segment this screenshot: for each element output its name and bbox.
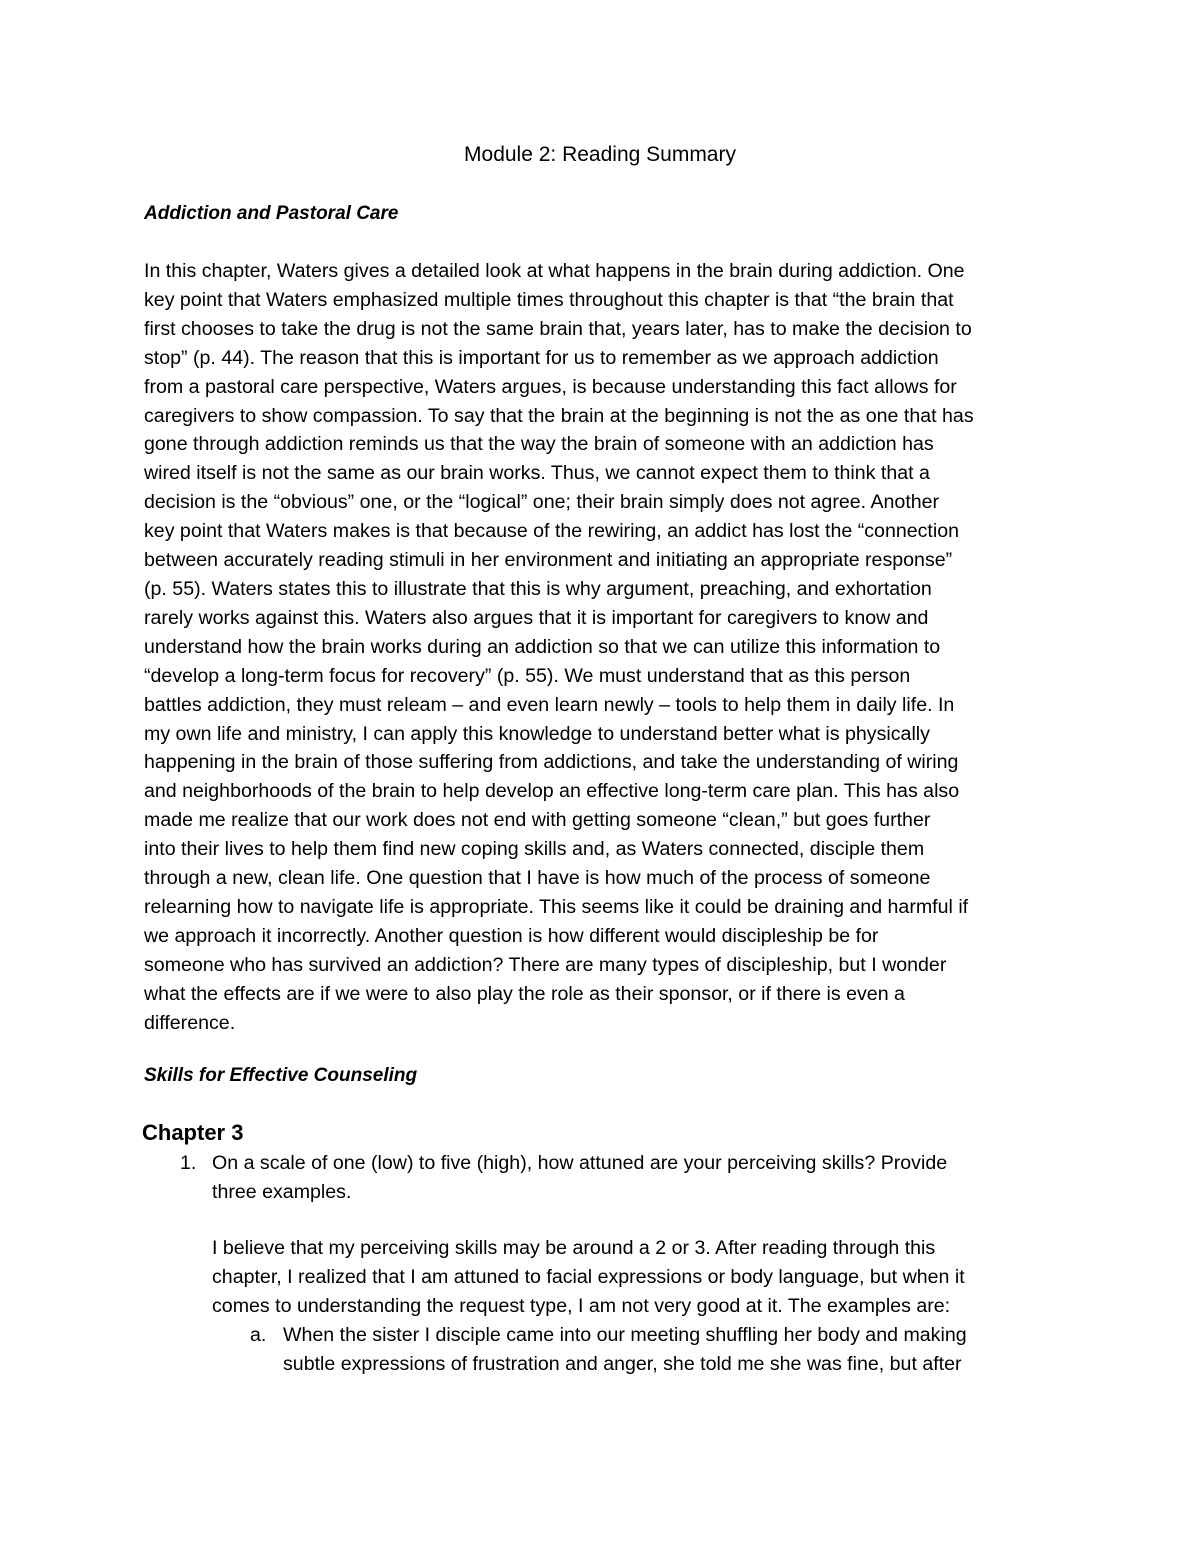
paragraph-line: someone who has survived an addiction? There are many types of discipleship, but I wonder [144, 953, 947, 976]
question-number: 1. [180, 1152, 197, 1174]
answer-paragraph [212, 1234, 1072, 1321]
example-line: When the sister I disciple came into our meeting shuffling her body and making [283, 1324, 967, 1346]
paragraph-line: decision is the “obvious” one, or the “logical” one; their brain simply does not agree. Another [144, 491, 940, 514]
paragraph-line: (p. 55). Waters states this to illustrate that this is why argument, preaching, and exhortation [144, 577, 932, 600]
answer-line: I believe that my perceiving skills may be around a 2 or 3. After reading through this [212, 1237, 936, 1259]
paragraph-line: rarely works against this. Waters also argues that it is important for caregivers to know and [144, 606, 929, 629]
example-line: subtle expressions of frustration and anger, she told me she was fine, but after [283, 1352, 962, 1375]
example-text [283, 1321, 1083, 1379]
paragraph-line: battles addiction, they must releam – and even learn newly – tools to help them in daily life. In [144, 693, 955, 716]
paragraph-line: understand how the brain works during an addiction so that we can utilize this information to [144, 635, 941, 658]
answer-line: comes to understanding the request type, I am not very good at it. The examples are: [212, 1294, 951, 1317]
paragraph-line: gone through addiction reminds us that the way the brain of someone with an addiction has [144, 433, 934, 456]
question-line: three examples. [212, 1180, 352, 1203]
paragraph-line: made me realize that our work does not end with getting someone “clean,” but goes further [144, 809, 931, 832]
paragraph-line: through a new, clean life. One question that I have is how much of the process of someone [144, 867, 931, 890]
paragraph-line: what the effects are if we were to also play the role as their sponsor, or if there is even a [144, 982, 905, 1005]
paragraph-line: caregivers to show compassion. To say that the brain at the beginning is not the as one that has [144, 404, 974, 427]
paragraph-line: happening in the brain of those suffering from addictions, and take the understanding of wiring [144, 751, 959, 774]
paragraph-line: In this chapter, Waters gives a detailed look at what happens in the brain during addiction. One [144, 260, 965, 282]
paragraph-line: from a pastoral care perspective, Waters argues, is because understanding this fact allows for [144, 375, 957, 398]
paragraph-line: wired itself is not the same as our brain works. Thus, we cannot expect them to think that a [144, 462, 930, 485]
paragraph-line: and neighborhoods of the brain to help develop an effective long-term care plan. This has also [144, 780, 960, 803]
paragraph-line: difference. [144, 1011, 236, 1034]
question-line: On a scale of one (low) to five (high), how attuned are your perceiving skills? Provide [212, 1152, 948, 1174]
paragraph-line: between accurately reading stimuli in her environment and initiating an appropriate response” [144, 549, 953, 572]
document-title: Module 2: Reading Summary [464, 143, 736, 166]
paragraph-line: first chooses to take the drug is not the same brain that, years later, has to make the decision to [144, 317, 972, 340]
section-heading-addiction: Addiction and Pastoral Care [144, 203, 399, 224]
answer-line: chapter, I realized that I am attuned to facial expressions or body language, but when it [212, 1265, 965, 1288]
paragraph-line: relearning how to navigate life is appropriate. This seems like it could be draining and harmful if [144, 895, 969, 918]
chapter-heading: Chapter 3 [142, 1120, 244, 1145]
paragraph-line: stop” (p. 44). The reason that this is important for us to remember as we approach addiction [144, 346, 939, 369]
paragraph-line: my own life and ministry, I can apply this knowledge to understand better what is physically [144, 722, 930, 745]
question-text [212, 1149, 1072, 1207]
paragraph-line: key point that Waters emphasized multiple times throughout this chapter is that “the brain that [144, 288, 954, 311]
section-paragraph-addiction [144, 257, 1074, 1037]
paragraph-line: “develop a long-term focus for recovery” (p. 55). We must understand that as this person [144, 664, 911, 687]
paragraph-line: we approach it incorrectly. Another question is how different would discipleship be for [144, 924, 879, 947]
paragraph-line: key point that Waters makes is that because of the rewiring, an addict has lost the “connection [144, 520, 960, 543]
example-marker: a. [250, 1324, 267, 1346]
paragraph-line: into their lives to help them find new coping skills and, as Waters connected, disciple them [144, 838, 925, 861]
section-heading-counseling: Skills for Effective Counseling [144, 1065, 418, 1086]
